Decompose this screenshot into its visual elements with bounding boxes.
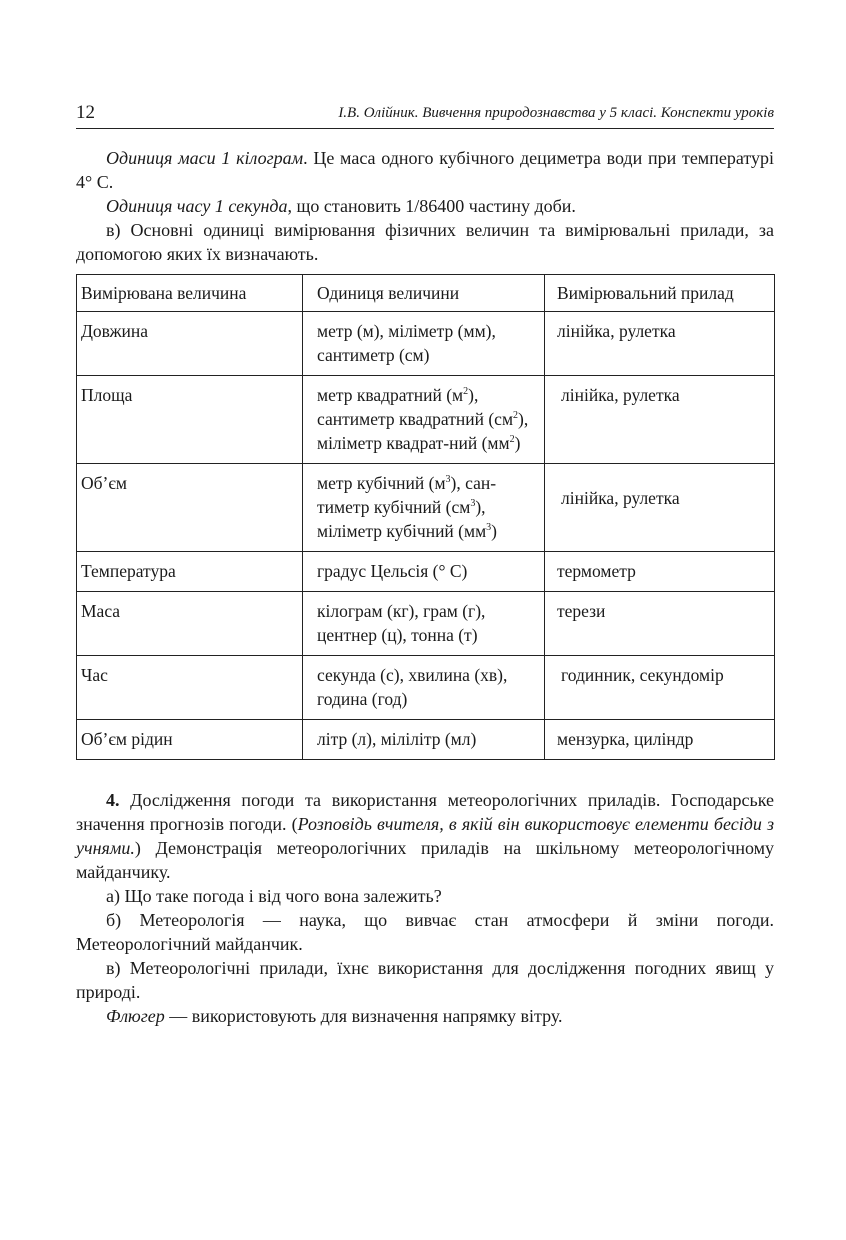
units-item-paragraph: в) Основні одиниці вимірювання фізичних величин та вимірювальні прилади, за допомогою яких їх визначають.	[76, 220, 774, 264]
mass-unit-paragraph	[76, 146, 774, 194]
weathervane-label: Флюгер	[106, 1006, 165, 1026]
instrument-cell: термометр	[545, 552, 775, 592]
unit-cell: секунда (с), хвилина (хв), година (год)	[303, 656, 545, 720]
quantity-cell: Час	[77, 656, 303, 720]
unit-cell: метр (м), міліметр (мм), сантиметр (см)	[303, 312, 545, 376]
time-unit-label: Одиниця часу 1 секунда	[106, 196, 288, 216]
item-a: а) Що таке погода і від чого вона залежить?	[106, 886, 442, 906]
mass-unit-label: Одиниця маси 1 кілограм	[106, 148, 304, 168]
units-table	[76, 274, 775, 760]
instrument-cell: лінійка, рулетка	[545, 464, 775, 552]
teacher-note: Розповідь вчителя, в якій він використовує елементи бесіди з учнями.	[76, 814, 774, 858]
table-row	[77, 376, 775, 464]
section-4-paragraph: 4. Дослідження погоди та використання метеорологічних приладів. Господарське значення прогнозів погоди. (Розповідь вчителя, в якій він використовує елементи бесіди з учнями.) Демонстрація метеорологічних приладів на шкільному метеорологічному майданчику.	[76, 790, 774, 882]
table-row	[77, 312, 775, 376]
column-header: Одиниця величини	[303, 275, 545, 312]
quantity-cell: Температура	[77, 552, 303, 592]
unit-cell: градус Цельсія (° С)	[303, 552, 545, 592]
instrument-cell: лінійка, рулетка	[545, 376, 775, 464]
quantity-cell: Об’єм рідин	[77, 720, 303, 760]
instrument-cell: мензурка, циліндр	[545, 720, 775, 760]
table-row	[77, 656, 775, 720]
time-unit-paragraph	[76, 194, 774, 218]
column-header: Вимірювальний прилад	[545, 275, 775, 312]
instrument-cell: годинник, секундомір	[545, 656, 775, 720]
table-row	[77, 464, 775, 552]
table-row	[77, 552, 775, 592]
unit-cell: кілограм (кг), грам (г), центнер (ц), тонна (т)	[303, 592, 545, 656]
mass-unit-text: . Це маса одного кубічного дециметра води при температурі 4° С.	[76, 148, 774, 192]
quantity-cell: Маса	[77, 592, 303, 656]
table-header-row	[77, 275, 775, 312]
instrument-cell: лінійка, рулетка	[545, 312, 775, 376]
table-row	[77, 592, 775, 656]
time-unit-text: , що становить 1/86400 частину доби.	[287, 196, 576, 216]
unit-cell: літр (л), мілілітр (мл)	[303, 720, 545, 760]
column-header: Вимірювана величина	[77, 275, 303, 312]
weathervane-paragraph: Флюгер — використовують для визначення напрямку вітру.	[106, 1006, 563, 1026]
instrument-cell: терези	[545, 592, 775, 656]
page-number: 12	[76, 102, 95, 123]
unit-cell: метр квадратний $(м^2)$, сантиметр квадратний $(см^2)$, міліметр квадрат-ний $(мм^2)$	[303, 376, 545, 464]
running-title: І.В. Олійник. Вивчення природознавства у 5 класі. Конспекти уроків	[338, 105, 774, 121]
section-number: 4.	[106, 790, 120, 810]
quantity-cell: Довжина	[77, 312, 303, 376]
page-content	[76, 146, 774, 1028]
page-header	[76, 100, 774, 129]
table-row	[77, 720, 775, 760]
quantity-cell: Площа	[77, 376, 303, 464]
quantity-cell: Об’єм	[77, 464, 303, 552]
item-b: б) Метеорологія — наука, що вивчає стан атмосфери й зміни погоди. Метеорологічний майданчик.	[76, 910, 774, 954]
item-c: в) Метеорологічні прилади, їхнє використання для дослідження погодних явищ у природі.	[76, 958, 774, 1002]
unit-cell: метр кубічний $(м^3)$, сан-тиметр кубічний $(см^3)$, міліметр кубічний $(мм^3)$	[303, 464, 545, 552]
